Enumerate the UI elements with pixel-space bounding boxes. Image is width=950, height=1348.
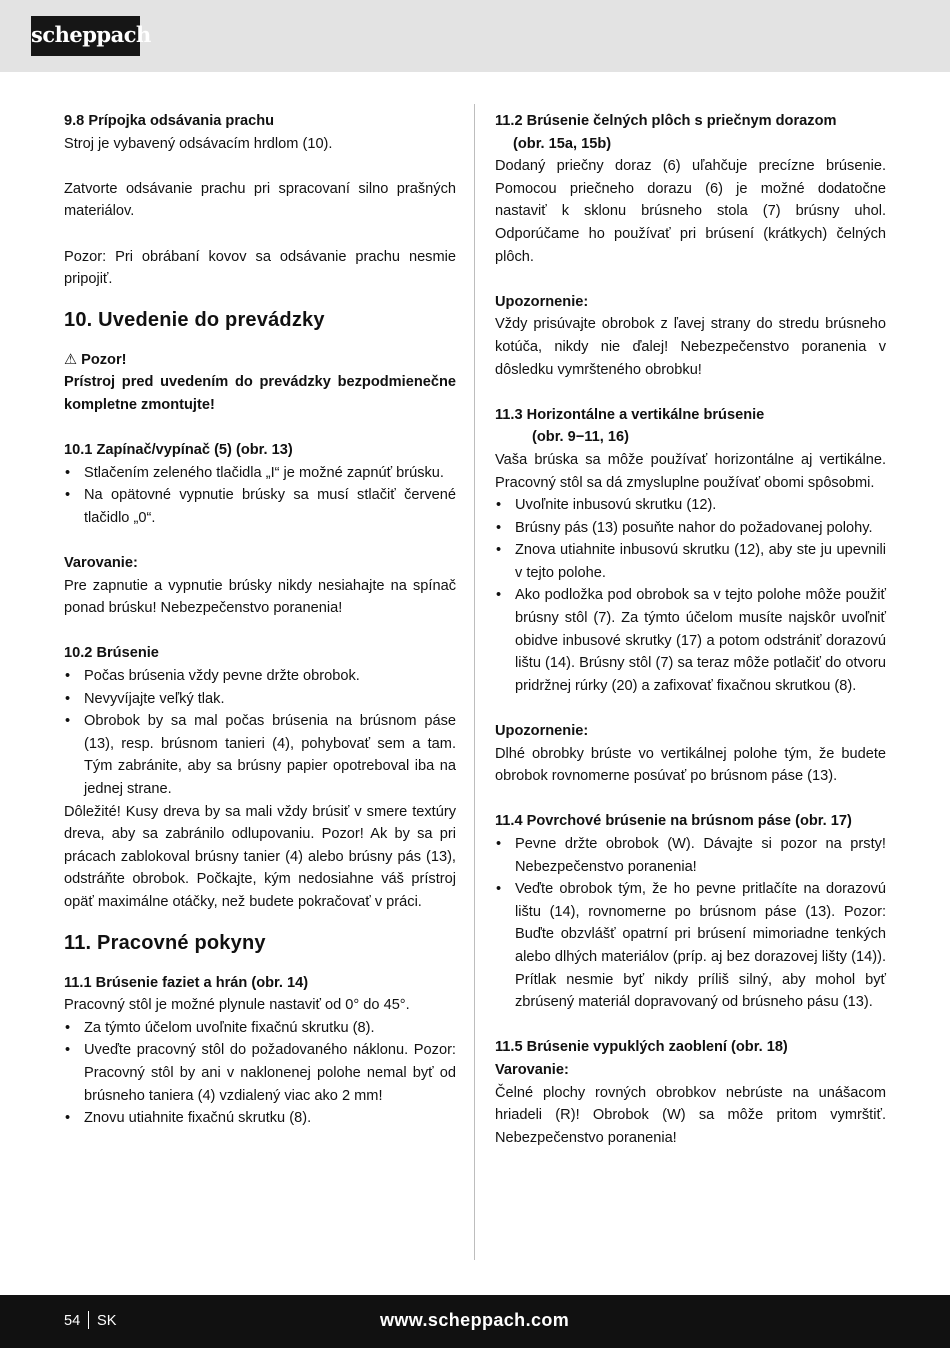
section-11-1-title: 11.1 Brúsenie faziet a hrán (obr. 14) — [64, 974, 309, 991]
section-11-1-list — [64, 1017, 456, 1130]
section-11-2-title: 11.2 Brúsenie čelných plôch s priečnym dorazom — [495, 113, 837, 129]
section-9-8-paragraph-1: Stroj je vybavený odsávacím hrdlom (10). — [64, 135, 333, 152]
warning-triangle-icon: ⚠ — [64, 351, 78, 368]
section-10-2-paragraph: Dôležité! Kusy dreva by sa mali vždy brúsiť v smere textúry dreva, aby sa zabránilo odlupovaniu. Pozor! Ak by sa pri prácach zablokoval brúsny tanier (4) alebo brúsny pás (13), odstráňte obrobok. Počkajte, kým nedosiahne váš prístroj opäť maximálne otáčky, než budete pokračovať v práci. — [64, 803, 456, 910]
section-10-heading: 10. Uvedenie do prevádzky — [64, 308, 325, 331]
section-10-2-title: 10.2 Brúsenie — [64, 645, 159, 662]
section-11-2-paragraph: Dodaný priečny doraz (6) uľahčuje precízne brúsenie. Pomocou priečneho dorazu (6) je možné dodatočne nastaviť k sklonu brúsneho stola (7) brúsny uhol. Odporúčame ho používať pri brúsení (krátkych) čelných plôch. — [495, 158, 886, 265]
list-item: • Počas brúsenia vždy pevne držte obrobok. — [64, 665, 456, 688]
section-9-8-paragraph-2: Zatvorte odsávanie prachu pri spracovaní silno prašných materiálov. — [64, 180, 456, 220]
upozornenie-text: Dlhé obrobky brúste vo vertikálnej polohe tým, že budete obrobok rovnomerne posúvať po brúsnom páse (13). — [495, 745, 886, 785]
section-11-3-list — [495, 494, 886, 697]
varovanie-label: Varovanie: — [495, 1061, 569, 1078]
list-item: • Pevne držte obrobok (W). Dávajte si pozor na prsty! Nebezpečenstvo poranenia! — [495, 833, 886, 878]
scheppach-logo: scheppach — [31, 16, 140, 56]
list-item: • Stlačením zeleného tlačidla „I“ je možné zapnúť brúsku. — [64, 462, 456, 485]
website-link[interactable]: www.scheppach.com — [380, 1310, 570, 1330]
list-item: • Brúsny pás (13) posuňte nahor do požadovanej polohy. — [495, 517, 886, 540]
section-11-heading: 11. Pracovné pokyny — [64, 931, 266, 954]
section-11-5-title: 11.5 Brúsenie vypuklých zaoblení (obr. 18) — [495, 1039, 788, 1056]
list-item: • Ako podložka pod obrobok sa v tejto polohe môže použiť brúsny stôl (7). Za týmto účelom musíte najskôr uvoľniť obidve inbusové skrutky (17) a potom odstrániť dorazovú lištu (14). Brúsny stôl (7) sa teraz môže potlačiť do otvoru pridržnej rúrky (20) a zafixovať fixačnou skrutkou (8). — [495, 584, 886, 697]
section-10-1-title: 10.1 Zapínač/vypínač (5) (obr. 13) — [64, 442, 293, 459]
section-11-5-paragraph: Čelné plochy rovných obrobkov nebrúste na unášacom hriadeli (R)! Obrobok (W) sa môže pritom vymrštiť. Nebezpečenstvo poranenia! — [495, 1084, 886, 1146]
left-column — [64, 110, 456, 1130]
column-divider — [474, 104, 475, 1260]
warning-text: Prístroj pred uvedením do prevádzky bezpodmienečne kompletne zmontujte! — [64, 374, 456, 413]
section-10-2-list — [64, 665, 456, 801]
warning-title: Pozor! — [81, 351, 127, 368]
list-item: • Veďte obrobok tým, že ho pevne pritlačíte na dorazovú lištu (14), rovnomerne po brúsnom páse (13). Pozor: Buďte obzvlášť opatrní pri brúsení mimoriadne tenkých alebo dlhých materiálov (príp. aj bez dorazovej lišty (14)). Prítlak nesmie byť nikdy príliš silný, aby mohol byť zbrúsený materiál dopravovaný od brúsneho pásu (13). — [495, 878, 886, 1014]
list-item: • Za týmto účelom uvoľnite fixačnú skrutku (8). — [64, 1017, 456, 1040]
upozornenie-label: Upozornenie: — [495, 723, 589, 740]
list-item: • Obrobok by sa mal počas brúsenia na brúsnom páse (13), resp. brúsnom tanieri (4), pohybovať sem a tam. Tým zabránite, aby sa brúsny papier opotreboval iba na jednej strane. — [64, 710, 456, 800]
section-11-4-list — [495, 833, 886, 1014]
warning-heading — [64, 349, 456, 372]
upozornenie-label: Upozornenie: — [495, 293, 589, 310]
list-item: • Uveďte pracovný stôl do požadovaného náklonu. Pozor: Pracovný stôl by ani v naklonenej polohe nemal byť od brúsneho taniera (4) vzdialený viac ako 2 mm! — [64, 1039, 456, 1107]
section-9-8-paragraph-3: Pozor: Pri obrábaní kovov sa odsávanie prachu nesmie pripojiť. — [64, 248, 456, 288]
section-11-2-title-figure: (obr. 15a, 15b) — [513, 135, 612, 152]
varovanie-label: Varovanie: — [64, 555, 138, 572]
section-9-8-title: 9.8 Prípojka odsávania prachu — [64, 113, 275, 129]
list-item: • Znova utiahnite inbusovú skrutku (12), aby ste ju upevnili v tejto polohe. — [495, 539, 886, 584]
header-bar — [0, 0, 950, 72]
section-11-1-paragraph: Pracovný stôl je možné plynule nastaviť od 0° do 45°. — [64, 997, 410, 1014]
section-11-3-title: 11.3 Horizontálne a vertikálne brúsenie — [495, 406, 765, 423]
language-code: SK — [97, 1313, 117, 1329]
section-10-1-list — [64, 462, 456, 530]
footer-bar — [0, 1295, 950, 1348]
list-item: • Znovu utiahnite fixačnú skrutku (8). — [64, 1107, 456, 1130]
page-number: 54 — [64, 1313, 81, 1329]
list-item: • Na opätovné vypnutie brúsky sa musí stlačiť červené tlačidlo „0“. — [64, 484, 456, 529]
list-item: • Uvoľnite inbusovú skrutku (12). — [495, 494, 886, 517]
section-11-3-paragraph: Vaša brúska sa môže používať horizontálne aj vertikálne. Pracovný stôl sa dá zmysluplne používať obomi spôsobmi. — [495, 451, 886, 491]
upozornenie-text: Vždy prisúvajte obrobok z ľavej strany do stredu brúsneho kotúča, nikdy nie ďalej! Nebezpečenstvo poranenia v dôsledku vymršteného obrobku! — [495, 316, 886, 378]
varovanie-text: Pre zapnutie a vypnutie brúsky nikdy nesiahajte na spínač ponad brúsku! Nebezpečenstvo poranenia! — [64, 577, 456, 617]
page-separator — [88, 1311, 89, 1329]
list-item: • Nevyvíjajte veľký tlak. — [64, 688, 456, 711]
section-11-4-title: 11.4 Povrchové brúsenie na brúsnom páse (obr. 17) — [495, 813, 852, 830]
right-column — [495, 110, 886, 1149]
section-11-3-title-figure: (obr. 9−11, 16) — [532, 429, 629, 446]
